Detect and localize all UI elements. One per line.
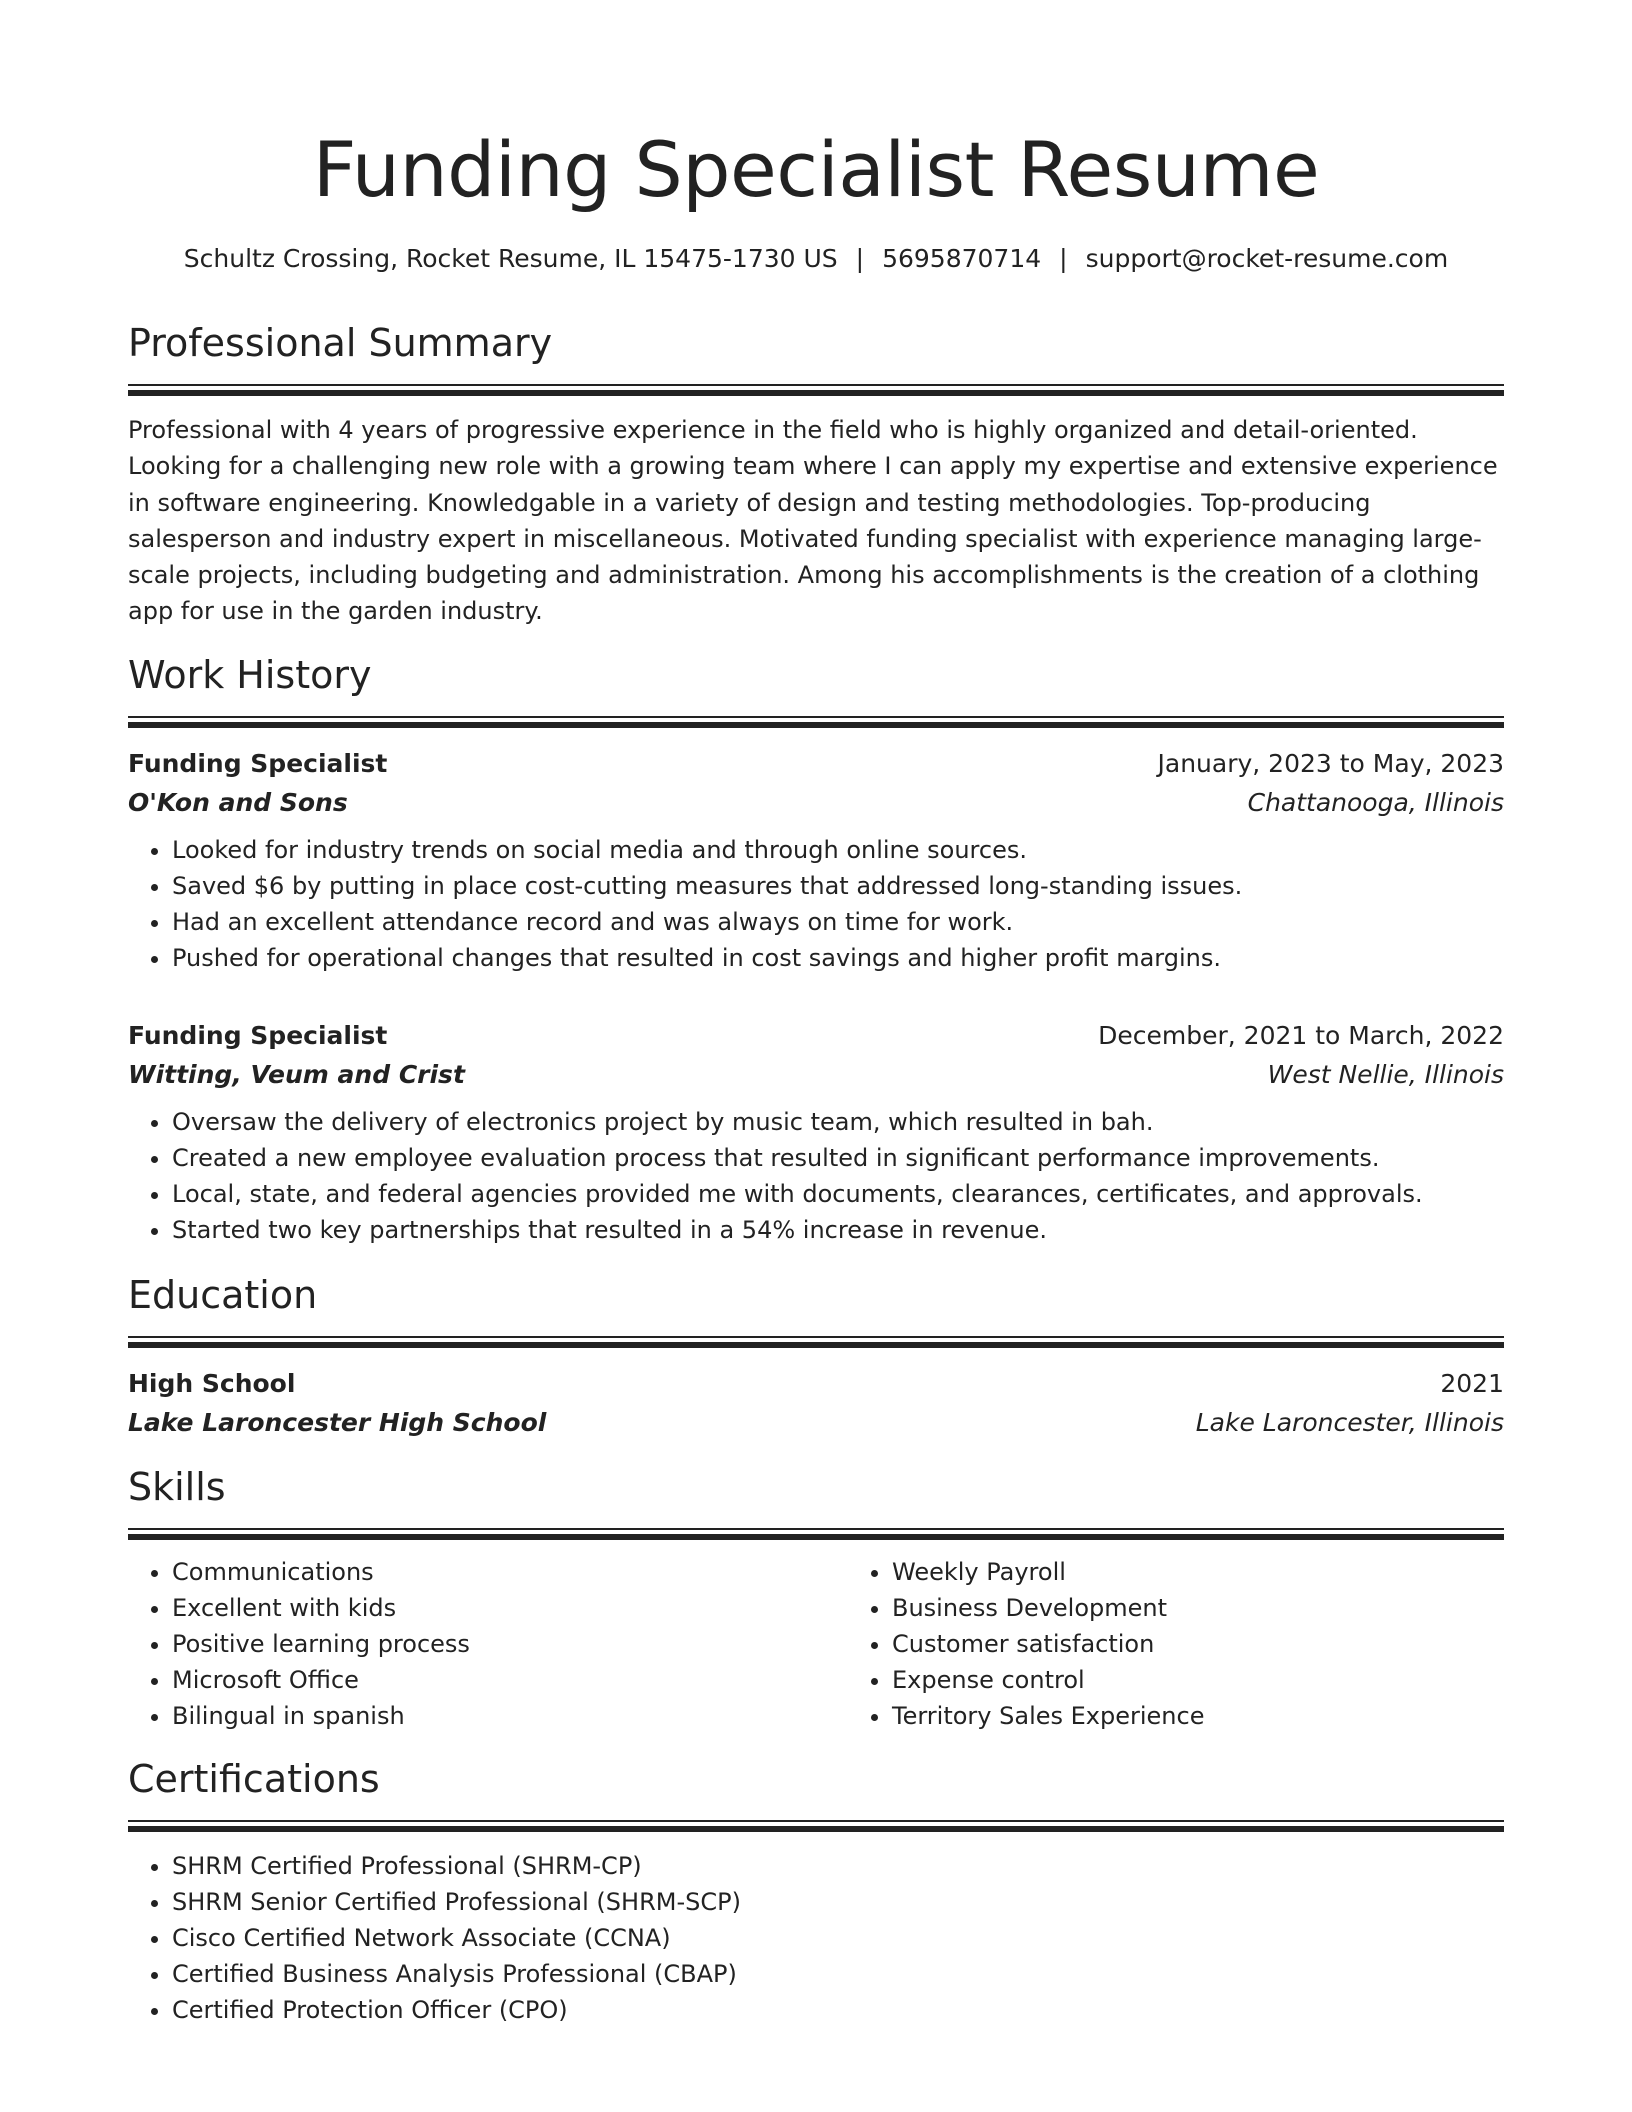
list-item: • Expense control [892, 1662, 1568, 1698]
work-history-section [128, 652, 1504, 1248]
job-bullets [128, 1104, 1504, 1248]
list-item: • SHRM Certified Professional (SHRM-CP) [172, 1848, 1504, 1884]
summary-text: Professional with 4 years of progressive experience in the field who is highly organized and detail-oriented. Looking for a challenging new role with a growing team where I can apply my expertise and extensive experience in software engineering. Knowledgable in a variety of design and testing methodologies. Top-producing salesperson and industry expert in miscellaneous. Motivated funding specialist with experience managing large-scale projects, including budgeting and administration. Among his accomplishments is the creation of a clothing app for use in the garden industry. [128, 416, 1498, 626]
list-item: • Pushed for operational changes that resulted in cost savings and higher profit margins. [172, 940, 1504, 976]
section-divider [128, 1528, 1504, 1540]
list-item: • Positive learning process [172, 1626, 848, 1662]
list-item: • Started two key partnerships that resulted in a 54% increase in revenue. [172, 1212, 1504, 1248]
job-title: Funding Specialist [128, 748, 388, 778]
section-heading: Education [128, 1272, 318, 1317]
list-item: • Communications [172, 1554, 848, 1590]
list-item: • Saved $6 by putting in place cost-cutting measures that addressed long-standing issues. [172, 868, 1504, 904]
section-heading: Professional Summary [128, 321, 553, 365]
list-item: • Territory Sales Experience [892, 1698, 1568, 1734]
certifications-list [128, 1848, 1504, 2028]
list-item: • Looked for industry trends on social media and through online sources. [172, 832, 1504, 868]
contact-phone: 5695870714 [882, 244, 1042, 273]
section-divider [128, 1336, 1504, 1348]
list-item: • Oversaw the delivery of electronics project by music team, which resulted in bah. [172, 1104, 1504, 1140]
list-item: • Created a new employee evaluation process that resulted in significant performance improvements. [172, 1140, 1504, 1176]
list-item: • Certified Protection Officer (CPO) [172, 1992, 1504, 2028]
section-divider [128, 384, 1504, 396]
job-company-row [128, 783, 1504, 822]
job-location: West Nellie, Illinois [1267, 1059, 1504, 1089]
list-item: • Excellent with kids [172, 1590, 848, 1626]
summary-section [128, 320, 1504, 630]
job-company: O'Kon and Sons [128, 787, 348, 817]
skills-columns [128, 1554, 1504, 1734]
list-item: • Bilingual in spanish [172, 1698, 848, 1734]
job-header-row [128, 744, 1504, 783]
section-divider [128, 1820, 1504, 1832]
contact-separator: | [1059, 244, 1068, 273]
education-school: Lake Laroncester High School [128, 1407, 547, 1437]
job-company: Witting, Veum and Crist [128, 1059, 465, 1089]
education-school-row [128, 1403, 1504, 1442]
job-bullets [128, 832, 1504, 976]
education-degree: High School [128, 1368, 296, 1398]
education-entry [128, 1364, 1504, 1442]
job-location: Chattanooga, Illinois [1247, 787, 1504, 817]
education-year: 2021 [1440, 1368, 1504, 1398]
section-heading: Work History [128, 652, 372, 697]
contact-separator: | [855, 244, 865, 273]
list-item: • Customer satisfaction [892, 1626, 1568, 1662]
education-header-row [128, 1364, 1504, 1403]
skills-list-right [848, 1554, 1568, 1734]
list-item: • Local, state, and federal agencies provided me with documents, clearances, certificates, and approvals. [172, 1176, 1504, 1212]
section-divider [128, 716, 1504, 728]
list-item: • SHRM Senior Certified Professional (SHRM-SCP) [172, 1884, 1504, 1920]
job-entry [128, 744, 1504, 976]
section-heading: Certifications [128, 1756, 380, 1801]
contact-address: Schultz Crossing, Rocket Resume, IL 15475-1730 US [183, 244, 838, 273]
contact-line [128, 242, 1504, 276]
list-item: • Microsoft Office [172, 1662, 848, 1698]
skills-list-left [128, 1554, 848, 1734]
list-item: • Had an excellent attendance record and was always on time for work. [172, 904, 1504, 940]
job-header-row [128, 1016, 1504, 1055]
job-company-row [128, 1055, 1504, 1094]
list-item: • Cisco Certified Network Associate (CCNA) [172, 1920, 1504, 1956]
section-heading: Skills [128, 1464, 226, 1509]
list-item: • Certified Business Analysis Professional (CBAP) [172, 1956, 1504, 1992]
skills-section [128, 1464, 1504, 1734]
education-section [128, 1272, 1504, 1442]
job-dates: December, 2021 to March, 2022 [1098, 1020, 1504, 1050]
contact-email[interactable]: support@rocket-resume.com [1085, 244, 1449, 273]
resume-title: Funding Specialist Resume [312, 125, 1320, 214]
job-entry [128, 1016, 1504, 1248]
list-item: • Weekly Payroll [892, 1554, 1568, 1590]
job-dates: January, 2023 to May, 2023 [1157, 748, 1504, 778]
list-item: • Business Development [892, 1590, 1568, 1626]
job-title: Funding Specialist [128, 1020, 388, 1050]
education-location: Lake Laroncester, Illinois [1195, 1407, 1504, 1437]
certifications-section [128, 1756, 1504, 2028]
